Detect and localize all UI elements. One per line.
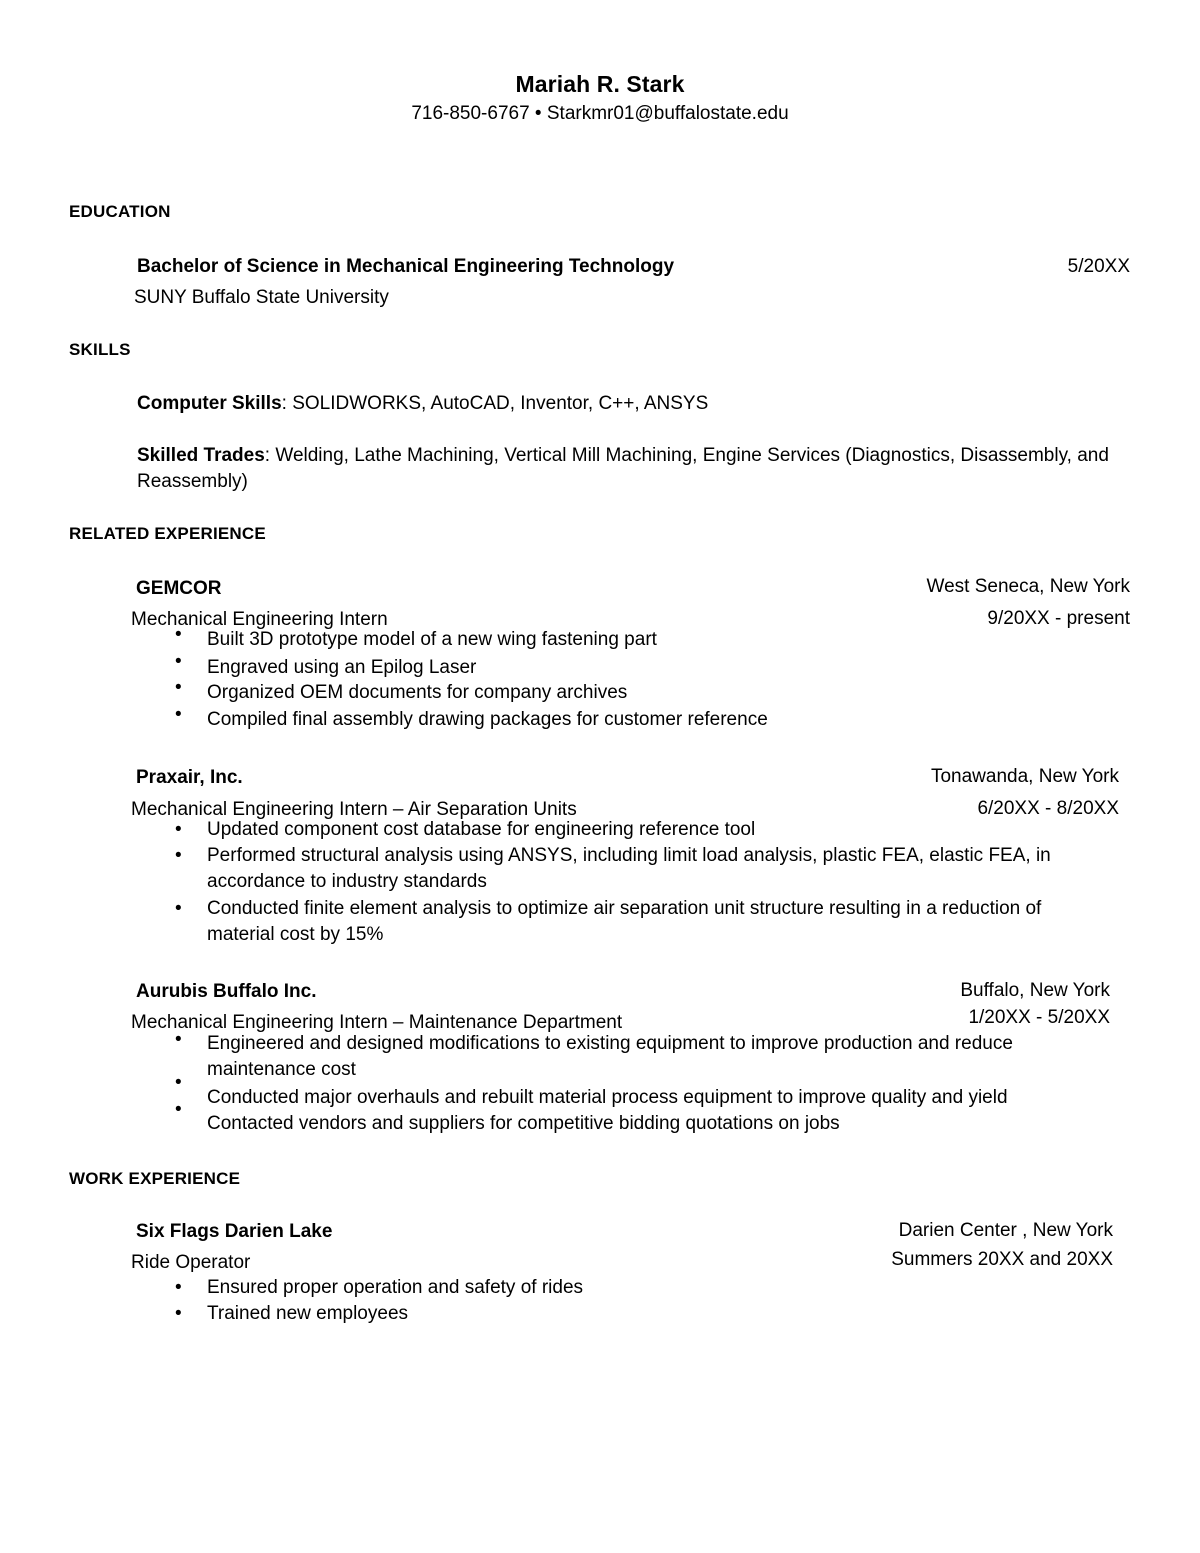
job-dates: 6/20XX - 8/20XX: [977, 798, 1119, 819]
job-bullet: Engraved using an Epilog Laser: [207, 657, 477, 678]
job-bullet: Built 3D prototype model of a new wing fastening part: [207, 629, 657, 650]
skills-computer-label: Computer Skills: [137, 393, 282, 414]
bullet-icon: •: [175, 677, 182, 698]
bullet-icon: •: [175, 651, 182, 672]
resume-header: [0, 70, 1200, 128]
job-company: GEMCOR: [136, 578, 222, 599]
bullet-icon: •: [175, 624, 182, 645]
bullet-icon: •: [175, 704, 182, 725]
skills-computer-value: : SOLIDWORKS, AutoCAD, Inventor, C++, ANSYS: [281, 393, 709, 414]
bullet-icon: •: [175, 1303, 182, 1324]
job-bullet: Trained new employees: [207, 1303, 409, 1324]
bullet-icon: •: [175, 1072, 182, 1093]
section-heading-education: EDUCATION: [69, 202, 171, 221]
job-dates: Summers 20XX and 20XX: [891, 1249, 1113, 1270]
skills-trades-label: Skilled Trades: [137, 445, 265, 466]
job-bullet: Performed structural analysis using ANSYS, including limit load analysis, plastic FEA, elastic FEA, in accordance to industry standards: [207, 845, 1051, 892]
bullet-icon: •: [175, 1099, 182, 1120]
skills-computer: [137, 391, 1117, 417]
skills-trades-value: : Welding, Lathe Machining, Vertical Mill Machining, Engine Services (Diagnostics, Disassembly, and Reassembly): [137, 445, 1109, 492]
bullet-icon: •: [175, 898, 182, 919]
job-location: Darien Center , New York: [898, 1220, 1113, 1241]
bullet-icon: •: [175, 1277, 182, 1298]
job-company: Six Flags Darien Lake: [136, 1221, 333, 1242]
job-bullet: Ensured proper operation and safety of rides: [207, 1277, 584, 1298]
bullet-icon: •: [175, 1029, 182, 1050]
job-bullet: Conducted finite element analysis to optimize air separation unit structure resulting in a reduction of material cost by 15%: [207, 898, 1042, 945]
job-bullet: Compiled final assembly drawing packages for customer reference: [207, 709, 768, 730]
job-title: Mechanical Engineering Intern – Maintenance Department: [131, 1012, 623, 1033]
job-title: Mechanical Engineering Intern: [131, 609, 388, 630]
job-company: Aurubis Buffalo Inc.: [136, 981, 317, 1002]
page-title: Mariah R. Stark: [515, 71, 685, 97]
job-bullet: Updated component cost database for engineering reference tool: [207, 819, 756, 840]
job-dates: 9/20XX - present: [987, 608, 1130, 629]
job-location: Buffalo, New York: [960, 980, 1110, 1001]
section-heading-work-experience: WORK EXPERIENCE: [69, 1169, 241, 1188]
job-bullet: Contacted vendors and suppliers for competitive bidding quotations on jobs: [207, 1113, 840, 1134]
contact-line: 716-850-6767 • Starkmr01@buffalostate.edu: [411, 103, 789, 124]
job-bullet: Conducted major overhauls and rebuilt material process equipment to improve quality and yield: [207, 1087, 1008, 1108]
education-date: 5/20XX: [1067, 256, 1130, 277]
job-location: Tonawanda, New York: [930, 766, 1119, 787]
education-degree: Bachelor of Science in Mechanical Engineering Technology: [137, 256, 675, 277]
job-title: Ride Operator: [131, 1252, 251, 1273]
job-title: Mechanical Engineering Intern – Air Separation Units: [131, 799, 577, 820]
education-school: SUNY Buffalo State University: [134, 287, 389, 308]
section-heading-skills: SKILLS: [69, 340, 131, 359]
section-heading-related-experience: RELATED EXPERIENCE: [69, 524, 266, 543]
bullet-icon: •: [175, 819, 182, 840]
bullet-icon: •: [175, 845, 182, 866]
job-company: Praxair, Inc.: [136, 767, 243, 788]
job-bullet: Engineered and designed modifications to existing equipment to improve production and reduce maintenance cost: [207, 1033, 1013, 1080]
job-location: West Seneca, New York: [926, 576, 1130, 597]
job-dates: 1/20XX - 5/20XX: [968, 1007, 1110, 1028]
skills-trades: [137, 443, 1122, 495]
job-bullet: Organized OEM documents for company archives: [207, 682, 628, 703]
